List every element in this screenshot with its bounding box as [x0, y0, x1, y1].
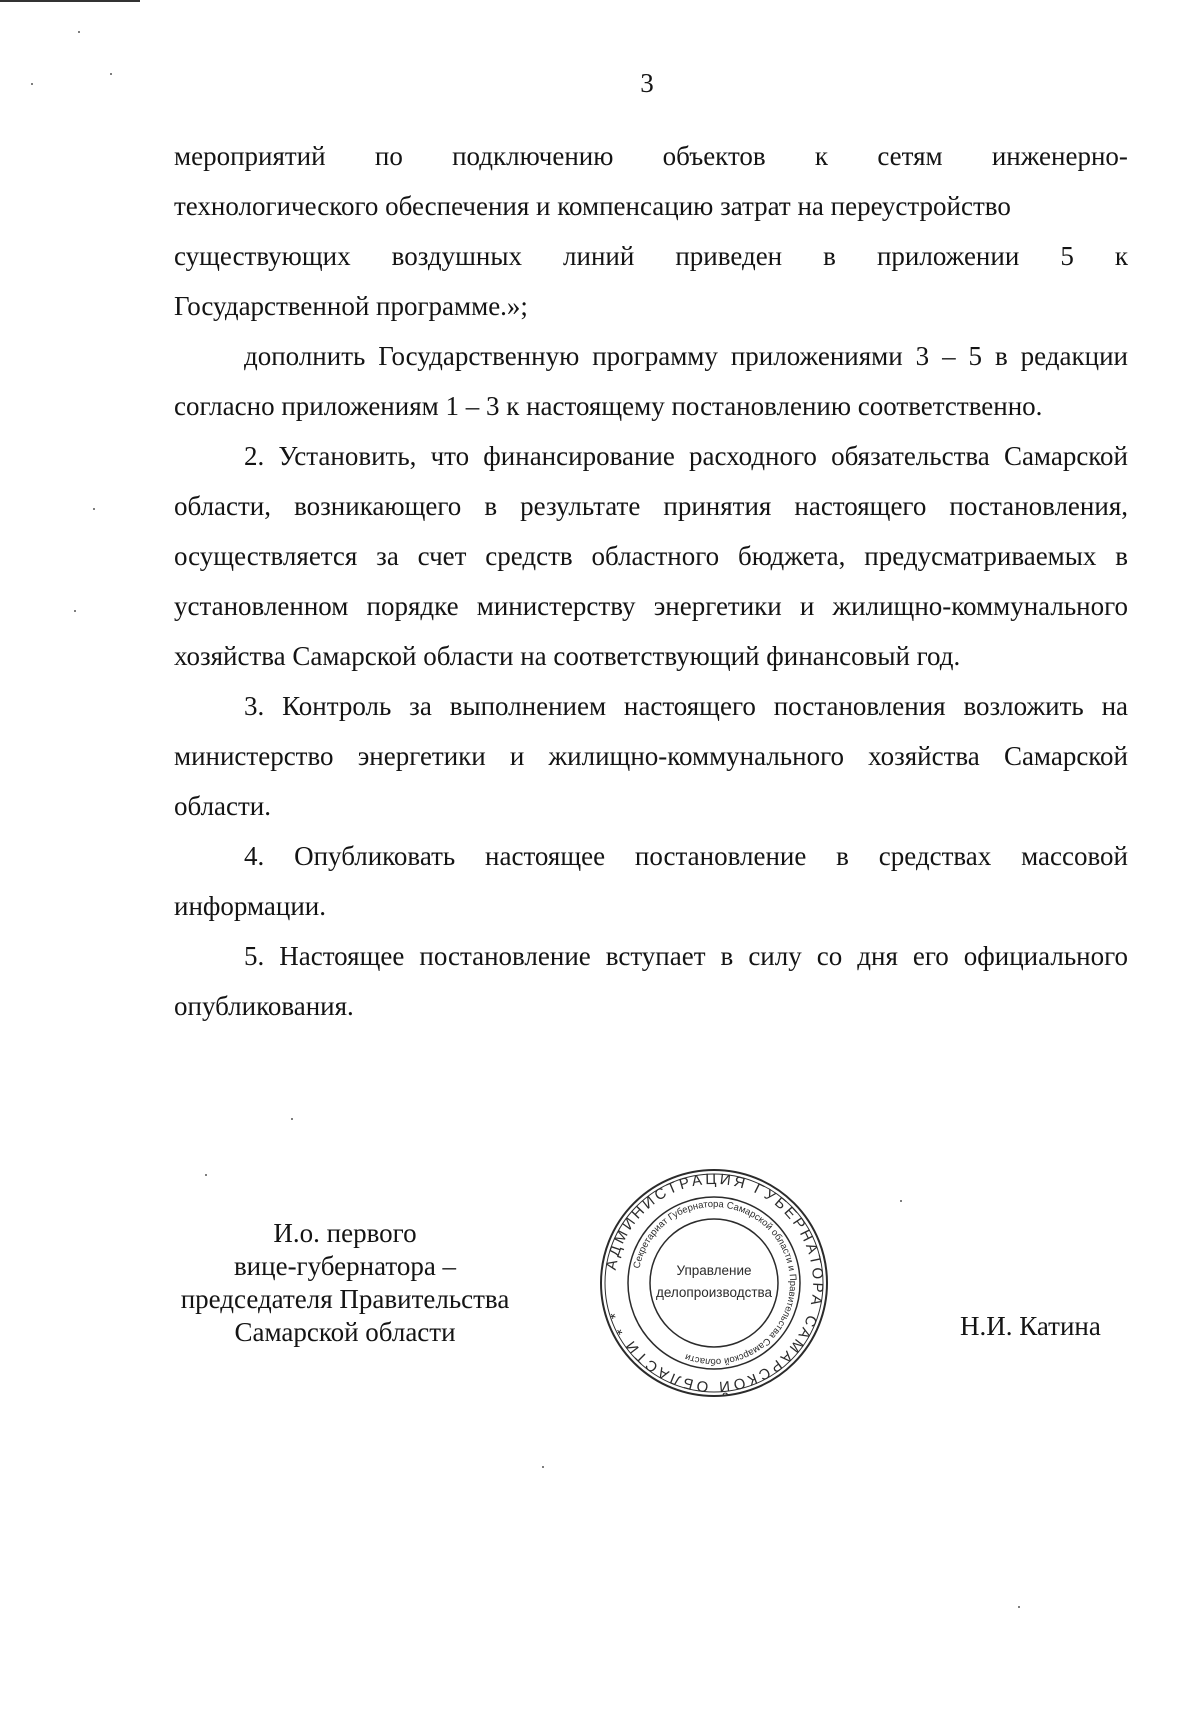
word: 5 [1060, 241, 1074, 271]
scan-edge-mark [0, 0, 140, 2]
line-text: Государственной программе.»; [174, 291, 528, 321]
stamp-inner-text: Секретариат Губернатора Самарской области и Правительства Самарской области [631, 1198, 799, 1368]
word: инженерно- [991, 141, 1128, 171]
stamp-middle-ring [628, 1197, 800, 1369]
stamp-inner-ring [650, 1219, 778, 1347]
paragraph-item-3: 3. Контроль за выполнением настоящего постановления возложить на министерство энергетики и жилищно-коммунального хозяйства Самарской области. [174, 691, 1128, 821]
justified-line-1 [174, 131, 1128, 181]
scan-speck [291, 1118, 293, 1120]
scan-speck [542, 1466, 544, 1468]
page-number: 3 [640, 68, 654, 98]
word: объектов [662, 141, 766, 171]
stamp-center-line-1: Управление [676, 1263, 752, 1278]
scan-speck [1018, 1606, 1020, 1608]
signatory-name: Н.И. Катина [960, 1311, 1101, 1341]
word: приложении [876, 241, 1020, 271]
scan-speck [205, 1174, 207, 1176]
signatory-title-line: вице-губернатора – [233, 1251, 457, 1281]
signatory-title-line: председателя Правительства [180, 1284, 510, 1314]
signatory-title [170, 1217, 520, 1349]
paragraph-continuation [174, 131, 1128, 331]
justified-line-3 [174, 231, 1128, 281]
stamp-outer-text: АДМИНИСТРАЦИЯ ГУБЕРНАТОРА САМАРСКОЙ ОБЛАСТИ * * [602, 1170, 827, 1396]
signatory-title-line: Самарской области [234, 1317, 456, 1347]
word: к [814, 141, 829, 171]
scan-speck [74, 610, 76, 612]
scan-speck [900, 1200, 902, 1202]
word: линий [563, 241, 635, 271]
line-text: технологического обеспечения и компенсацию затрат на переустройство [174, 191, 1011, 221]
word: в [823, 241, 836, 271]
word: воздушных [391, 241, 522, 271]
word: мероприятий [174, 141, 326, 171]
paragraph-supplement: дополнить Государственную программу приложениями 3 – 5 в редакции согласно приложениям 1 – 3 к настоящему постановлению соответственно. [174, 341, 1128, 421]
scan-speck [93, 508, 95, 510]
word: к [1114, 241, 1128, 271]
word: по [374, 141, 403, 171]
document-body [174, 131, 1128, 1031]
scan-speck [78, 31, 80, 33]
word: приведен [675, 241, 783, 271]
word: подключению [452, 141, 614, 171]
paragraph-item-2: 2. Установить, что финансирование расходного обязательства Самарской области, возникающего в результате принятия настоящего постановления, осуществляется за счет средств областного бюджета, предусматриваемых в установленном порядке министерству энергетики и жилищно-коммунального хозяйства Самарской области на соответствующий финансовый год. [174, 441, 1128, 671]
paragraph-item-5: 5. Настоящее постановление вступает в силу со дня его официального опубликования. [174, 941, 1128, 1021]
word: сетям [877, 141, 943, 171]
stamp-center-line-2: делопроизводства [655, 1285, 773, 1300]
paragraph-item-4: 4. Опубликовать настоящее постановление в средствах массовой информации. [174, 841, 1128, 921]
justified-line-2 [174, 181, 1128, 231]
official-stamp [598, 1167, 830, 1399]
word: существующих [174, 241, 351, 271]
signatory-title-line: И.о. первого [273, 1218, 417, 1248]
